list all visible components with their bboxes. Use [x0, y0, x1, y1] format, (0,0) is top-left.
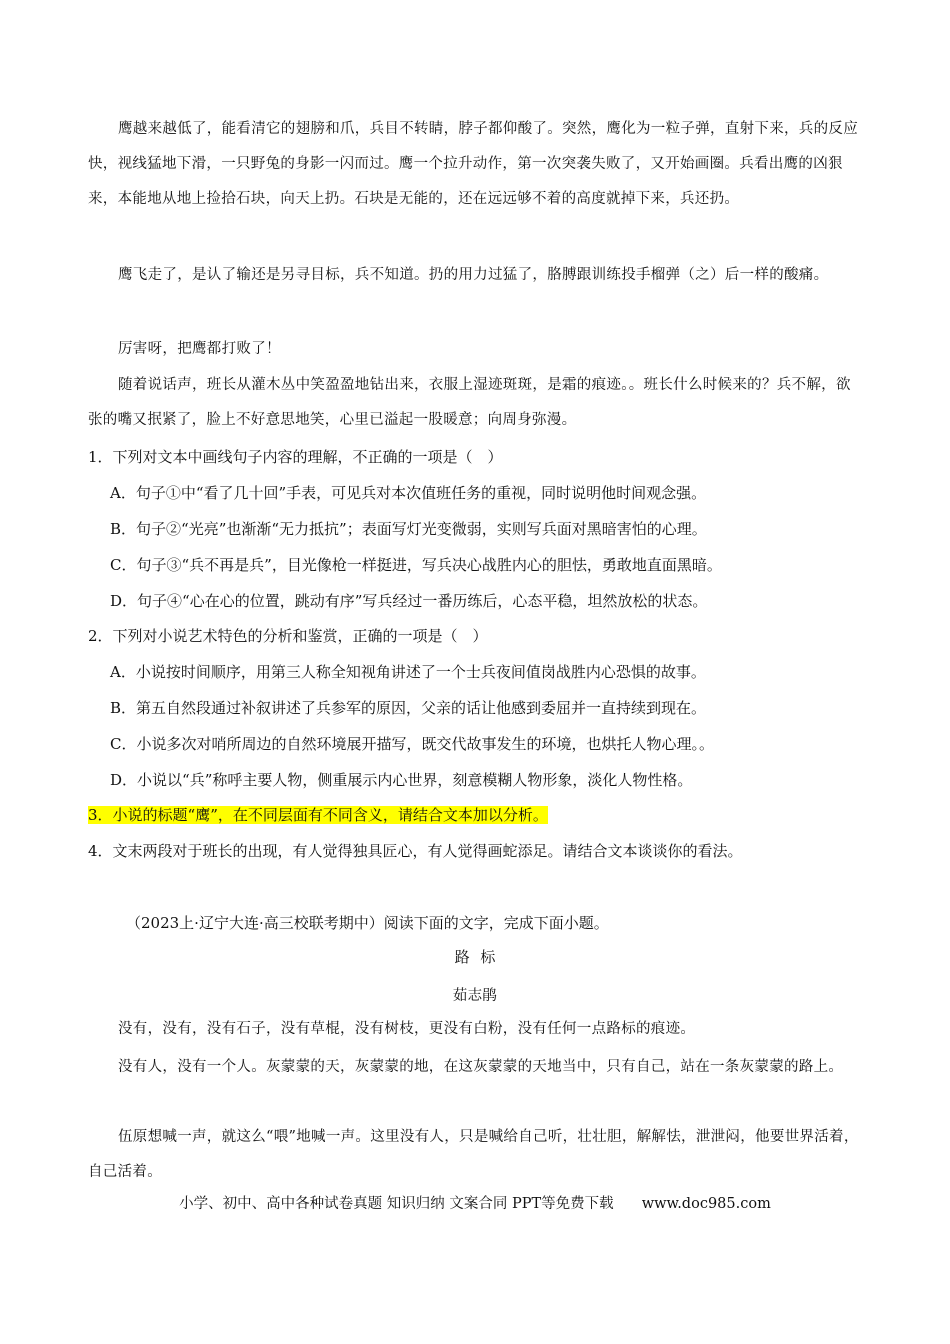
footer-text: 小学、初中、高中各种试卷真题 知识归纳 文案合同 PPT等免费下载 — [179, 1196, 614, 1212]
story-paragraph-2: 没有人，没有一个人。灰蒙蒙的天，灰蒙蒙的地，在这灰蒙蒙的天地当中，只有自己，站在一条灰蒙蒙的路上。 — [118, 1059, 844, 1075]
question-4: 4．文末两段对于班长的出现，有人觉得独具匠心，有人觉得画蛇添足。请结合文本谈谈你的看法。 — [88, 842, 743, 860]
question-2-option-b: B．第五自然段通过补叙讲述了兵参军的原因，父亲的话让他感到委屈并一直持续到现在。 — [110, 699, 707, 717]
question-2-option-d: D．小说以“兵”称呼主要人物，侧重展示内心世界，刻意模糊人物形象，淡化人物性格。 — [110, 771, 693, 789]
passage-paragraph-1: 鹰越来越低了，能看清它的翅膀和爪，兵目不转睛，脖子都仰酸了。突然，鹰化为一粒子弹，直射下来，兵的反应快，视线猛地下滑，一只野兔的身影一闪而过。鹰一个拉升动作，第一次突袭失败了，又开始画圈。兵看出鹰的凶狠来，本能地从地上捡拾石块，向天上扔。石块是无能的，还在远远够不着的高度就掉下来，兵还扔。 — [88, 121, 858, 207]
question-2-option-a: A．小说按时间顺序，用第三人称全知视角讲述了一个士兵夜间值岗战胜内心恐惧的故事。 — [110, 663, 706, 681]
passage-paragraph-4: 随着说话声，班长从灌木丛中笑盈盈地钻出来，衣服上湿迹斑斑，是霜的痕迹。。班长什么时候来的？兵不解，欲张的嘴又抿紧了，脸上不好意思地笑，心里已溢起一股暖意；向周身弥漫。 — [88, 377, 851, 428]
question-1-stem: 1．下列对文本中画线句子内容的理解，不正确的一项是（ ） — [88, 448, 503, 466]
question-2-stem: 2．下列对小说艺术特色的分析和鉴赏，正确的一项是（ ） — [88, 627, 488, 645]
story-paragraph-1: 没有，没有，没有石子，没有草棍，没有树枝，更没有白粉，没有任何一点路标的痕迹。 — [118, 1021, 696, 1037]
passage-paragraph-3: 厉害呀，把鹰都打败了！ — [118, 341, 281, 357]
story-title: 路 标 — [454, 948, 496, 966]
story-author: 茹志鹃 — [452, 988, 498, 1004]
passage-paragraph-2: 鹰飞走了，是认了输还是另寻目标，兵不知道。扔的用力过猛了，胳膊跟训练投手榴弹（之）后一样的酸痛。 — [118, 267, 829, 283]
footer-url[interactable]: www.doc985.com — [641, 1196, 771, 1212]
question-2-option-c: C．小说多次对哨所周边的自然环境展开描写，既交代故事发生的环境，也烘托人物心理。。 — [110, 735, 714, 753]
question-1-option-b: B．句子②“光亮”也渐渐“无力抵抗”；表面写灯光变微弱，实则写兵面对黑暗害怕的心理。 — [110, 520, 707, 538]
question-1-option-a: A．句子①中“看了几十回”手表，可见兵对本次值班任务的重视，同时说明他时间观念强。 — [110, 484, 707, 502]
question-1-option-d: D．句子④“心在心的位置，跳动有序”写兵经过一番历练后，心态平稳，坦然放松的状态。 — [110, 592, 708, 610]
page-footer — [0, 1192, 950, 1213]
question-1-option-c: C．句子③“兵不再是兵”，目光像枪一样挺进，写兵决心战胜内心的胆怯，勇敢地直面黑暗。 — [110, 556, 722, 574]
question-3-highlight: 3．小说的标题“鹰”，在不同层面有不同含义，请结合文本加以分析。 — [88, 806, 548, 824]
section-intro: （2023上·辽宁大连·高三校联考期中）阅读下面的文字，完成下面小题。 — [126, 914, 609, 932]
story-paragraph-3: 伍原想喊一声，就这么“喂”地喊一声。这里没有人，只是喊给自己听，壮壮胆，解解怯，泄泄闷，他要世界活着，自己活着。 — [88, 1129, 859, 1180]
question-3 — [88, 804, 868, 826]
